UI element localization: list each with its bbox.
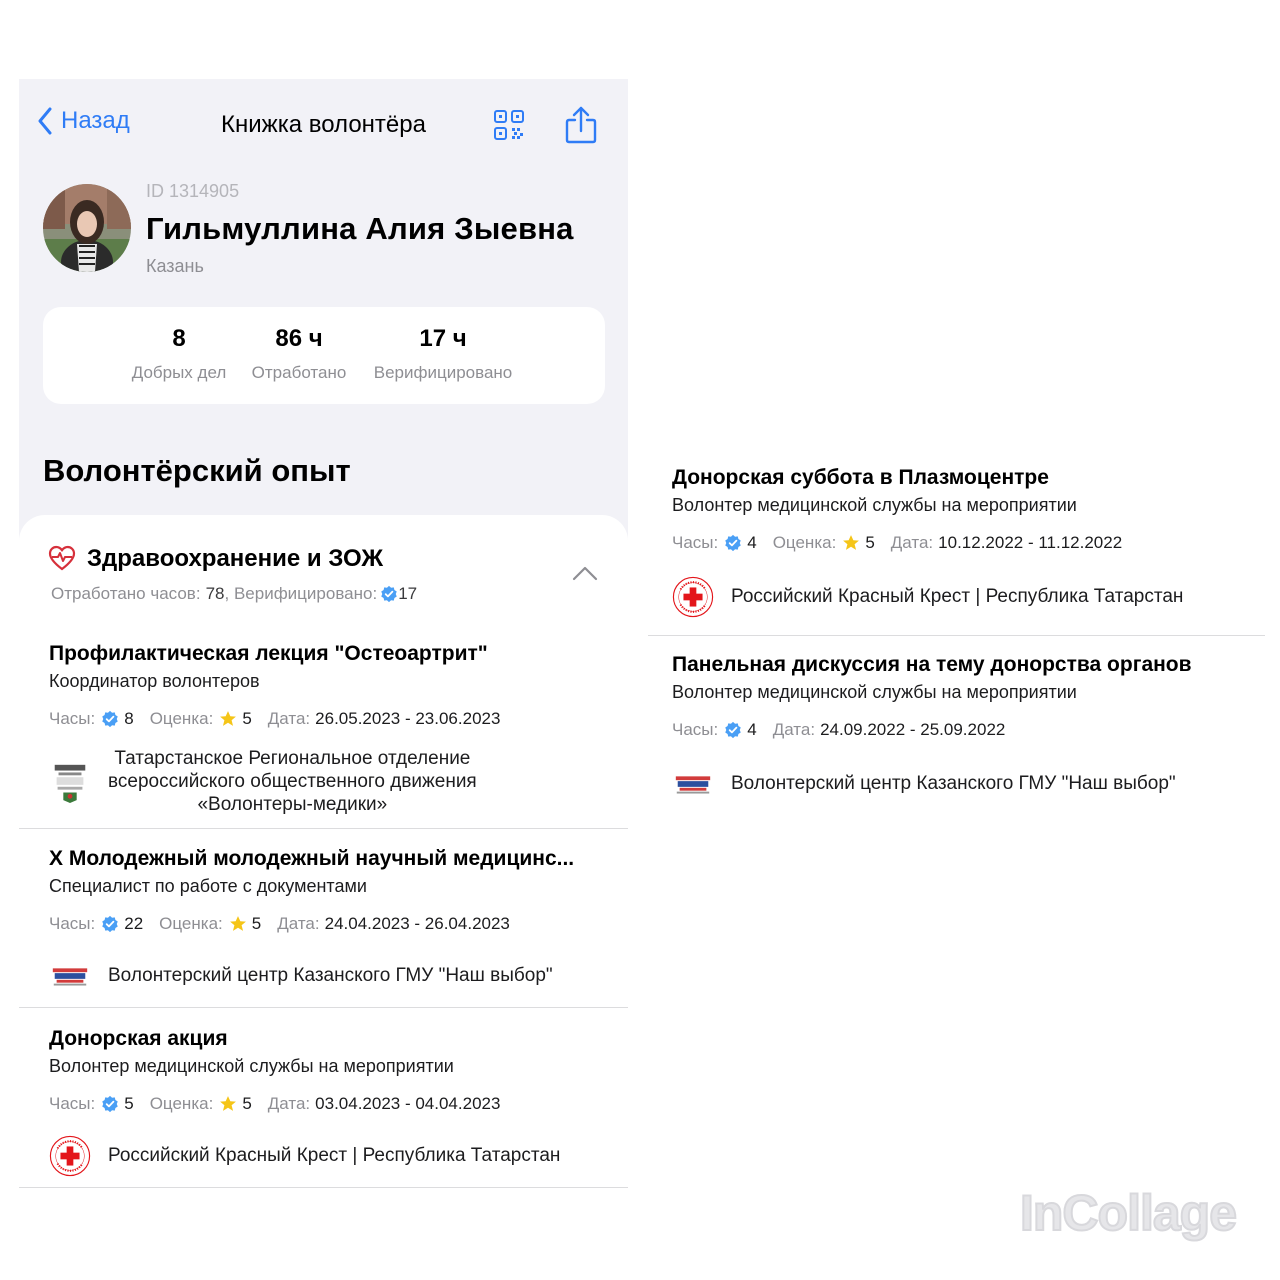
verified-hours-label: , Верифицировано: — [224, 584, 378, 603]
org-line: «Волонтеры-медики» — [197, 794, 388, 815]
incollage-watermark: InCollage — [1020, 1185, 1237, 1241]
hours-label: Часы: — [49, 1094, 96, 1113]
back-label: Назад — [61, 107, 130, 134]
date-label: Дата: — [890, 533, 934, 552]
category-title: Здравоохранение и ЗОЖ — [87, 545, 384, 572]
rating-value: 5 — [242, 1094, 252, 1113]
verified-badge-icon — [101, 1095, 119, 1113]
rating-label: Оценка: — [149, 1094, 214, 1113]
stat-good-deeds — [127, 325, 231, 383]
organization-name: Российский Красный Крест | Республика Татарстан — [108, 1145, 561, 1166]
volunteer-book-screen — [19, 79, 628, 1189]
date-value: 24.09.2022 - 25.09.2022 — [820, 720, 1006, 739]
stat-value: 86 ч — [275, 325, 323, 352]
experience-entry[interactable] — [648, 466, 1265, 634]
hours-value: 4 — [747, 720, 757, 739]
experience-entry[interactable] — [648, 653, 1265, 803]
rating-label: Оценка: — [159, 914, 223, 933]
entry-title: Профилактическая лекция "Остеоартрит" — [49, 642, 488, 665]
entry-role: Специалист по работе с документами — [49, 876, 367, 896]
hours-value: 8 — [124, 709, 134, 728]
nash-vybor-logo-icon — [672, 763, 714, 805]
qr-code-button[interactable] — [493, 109, 525, 141]
entry-title: Донорская суббота в Плазмоцентре — [672, 466, 1049, 489]
volunteer-id: ID 1314905 — [146, 181, 240, 201]
back-button[interactable] — [37, 107, 130, 135]
avatar — [43, 184, 131, 272]
verified-badge-icon — [101, 710, 119, 728]
experience-entry[interactable] — [19, 1027, 628, 1187]
date-value: 10.12.2022 - 11.12.2022 — [938, 533, 1123, 552]
organization-name — [108, 747, 477, 816]
experience-entry[interactable] — [19, 642, 628, 828]
category-summary — [51, 584, 417, 604]
worked-hours-label: Отработано часов: — [51, 584, 201, 603]
volunteer-city: Казань — [146, 256, 204, 276]
hours-label: Часы: — [49, 709, 96, 728]
volunteers-medics-logo-icon — [49, 761, 91, 803]
stat-verified — [367, 325, 519, 383]
chevron-left-icon — [37, 107, 53, 135]
entry-meta — [49, 709, 500, 729]
organization — [49, 955, 553, 997]
star-icon — [229, 915, 247, 933]
entry-role: Волонтер медицинской службы на мероприятии — [672, 682, 1077, 702]
verified-badge-icon — [101, 915, 119, 933]
entry-role: Волонтер медицинской службы на мероприятии — [672, 495, 1077, 515]
entry-title: Донорская акция — [49, 1027, 228, 1050]
verified-badge-icon — [380, 585, 398, 603]
section-title: Волонтёрский опыт — [43, 453, 351, 488]
nash-vybor-logo-icon — [49, 955, 91, 997]
star-icon — [219, 1095, 237, 1113]
divider — [19, 1007, 628, 1008]
hours-label: Часы: — [49, 914, 96, 933]
divider — [19, 1187, 628, 1188]
entry-meta — [672, 720, 1005, 740]
organization — [49, 1135, 560, 1177]
entry-meta — [49, 914, 510, 934]
date-value: 03.04.2023 - 04.04.2023 — [315, 1094, 501, 1113]
organization-name: Волонтерский центр Казанского ГМУ "Наш выбор" — [731, 773, 1176, 794]
date-value: 24.04.2023 - 26.04.2023 — [324, 914, 510, 933]
organization — [672, 763, 1176, 805]
experience-entry[interactable] — [19, 847, 628, 1005]
volunteer-name: Гильмуллина Алия Зыевна — [146, 211, 574, 246]
organization-name: Российский Красный Крест | Республика Татарстан — [731, 586, 1184, 607]
hours-value: 5 — [124, 1094, 134, 1113]
rating-label: Оценка: — [149, 709, 214, 728]
date-value: 26.05.2023 - 23.06.2023 — [315, 709, 501, 728]
hours-value: 22 — [124, 914, 144, 933]
divider — [648, 635, 1265, 636]
hours-label: Часы: — [672, 533, 719, 552]
entry-role: Волонтер медицинской службы на мероприятии — [49, 1056, 454, 1076]
rating-value: 5 — [865, 533, 875, 552]
hours-value: 4 — [747, 533, 757, 552]
entry-meta — [49, 1094, 500, 1114]
stat-value: 8 — [172, 325, 186, 352]
date-label: Дата: — [772, 720, 816, 739]
share-button[interactable] — [564, 105, 598, 145]
share-icon — [564, 105, 598, 145]
verified-hours-value: 17 — [398, 584, 418, 603]
hours-label: Часы: — [672, 720, 719, 739]
date-label: Дата: — [277, 914, 320, 933]
star-icon — [842, 534, 860, 552]
worked-hours-value: 78 — [205, 584, 225, 603]
entry-meta — [672, 533, 1122, 553]
stat-worked — [246, 325, 352, 383]
divider — [19, 828, 628, 829]
red-cross-logo-icon — [672, 576, 714, 618]
stat-value: 17 ч — [419, 325, 467, 352]
qr-code-icon — [493, 109, 525, 141]
verified-badge-icon — [724, 534, 742, 552]
verified-badge-icon — [724, 721, 742, 739]
entry-title: X Молодежный молодежный научный медицинс... — [49, 847, 575, 870]
date-label: Дата: — [267, 1094, 311, 1113]
page-title-text: Книжка волонтёра — [221, 111, 426, 138]
entry-role: Координатор волонтеров — [49, 671, 260, 691]
stat-label: Добрых дел — [131, 363, 227, 382]
chevron-up-icon[interactable] — [572, 565, 598, 581]
experience-card — [19, 515, 628, 1189]
heart-pulse-icon — [48, 545, 76, 571]
organization — [49, 747, 477, 816]
entry-title: Панельная дискуссия на тему донорства органов — [672, 653, 1192, 676]
rating-label: Оценка: — [772, 533, 837, 552]
stats-card — [43, 307, 605, 404]
stat-label: Верифицировано — [373, 363, 513, 382]
org-line: Татарстанское Региональное отделение — [114, 748, 471, 769]
organization-name: Волонтерский центр Казанского ГМУ "Наш выбор" — [108, 965, 553, 986]
red-cross-logo-icon — [49, 1135, 91, 1177]
date-label: Дата: — [267, 709, 311, 728]
rating-value: 5 — [251, 914, 262, 933]
org-line: всероссийского общественного движения — [108, 771, 477, 792]
rating-value: 5 — [242, 709, 252, 728]
star-icon — [219, 710, 237, 728]
organization — [672, 576, 1183, 618]
stat-label: Отработано — [251, 363, 347, 382]
